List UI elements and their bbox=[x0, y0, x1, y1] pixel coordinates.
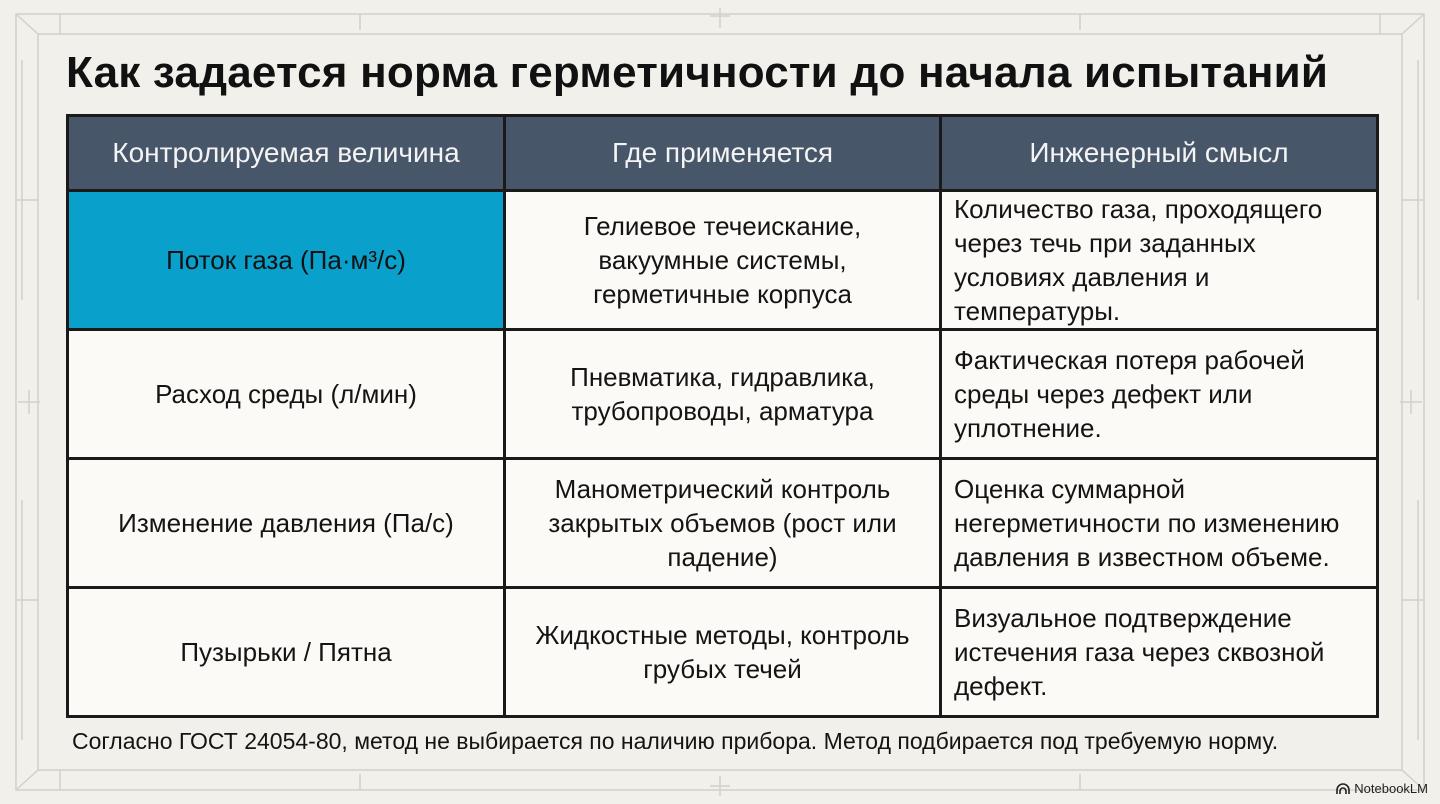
norms-table bbox=[66, 114, 1379, 718]
column-header-application: Где применяется bbox=[505, 116, 941, 191]
watermark-label: NotebookLM bbox=[1354, 781, 1428, 796]
cell-quantity: Изменение давления (Па/с) bbox=[68, 459, 505, 588]
table-row bbox=[68, 459, 1378, 588]
table-row bbox=[68, 191, 1378, 330]
cell-meaning: Оценка суммарной негерметичности по изменению давления в известном объеме. bbox=[941, 459, 1378, 588]
cell-application: Гелиевое течеискание, вакуумные системы, герметичные корпуса bbox=[505, 191, 941, 330]
cell-meaning: Фактическая потеря рабочей среды через дефект или уплотнение. bbox=[941, 330, 1378, 459]
cell-meaning: Визуальное подтверждение истечения газа через сквозной дефект. bbox=[941, 588, 1378, 717]
notebooklm-watermark bbox=[1336, 781, 1428, 796]
table-header-row bbox=[68, 116, 1378, 191]
page-title: Как задается норма герметичности до начала испытаний bbox=[66, 48, 1329, 97]
norms-table-container bbox=[66, 114, 1376, 706]
footnote: Согласно ГОСТ 24054-80, метод не выбирается по наличию прибора. Метод подбирается под требуемую норму. bbox=[72, 728, 1279, 754]
cell-application: Жидкостные методы, контроль грубых течей bbox=[505, 588, 941, 717]
cell-application: Пневматика, гидравлика, трубопроводы, арматура bbox=[505, 330, 941, 459]
cell-application: Манометрический контроль закрытых объемов (рост или падение) bbox=[505, 459, 941, 588]
column-header-meaning: Инженерный смысл bbox=[941, 116, 1378, 191]
cell-meaning: Количество газа, проходящего через течь при заданных условиях давления и температуры. bbox=[941, 191, 1378, 330]
column-header-quantity: Контролируемая величина bbox=[68, 116, 505, 191]
table-row bbox=[68, 330, 1378, 459]
cell-quantity: Расход среды (л/мин) bbox=[68, 330, 505, 459]
cell-quantity: Пузырьки / Пятна bbox=[68, 588, 505, 717]
cell-quantity: Поток газа (Па·м³/с) bbox=[68, 191, 505, 330]
table-row bbox=[68, 588, 1378, 717]
notebooklm-logo-icon bbox=[1336, 783, 1350, 795]
